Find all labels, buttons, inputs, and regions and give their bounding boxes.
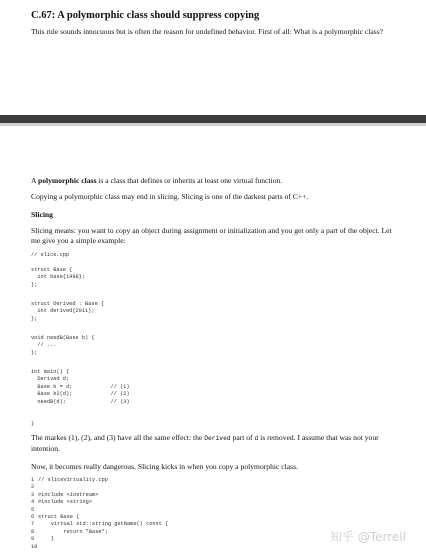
inline-code: d	[254, 435, 259, 442]
code-line	[31, 529, 168, 536]
dangerous-paragraph: Now, it becomes really dangerous. Slicing kicks in when you copy a polymorphic class.	[31, 462, 298, 471]
code-line: Base b2(d); // (2)	[31, 391, 130, 398]
code-line: struct Derived : Base {	[31, 301, 105, 307]
markers-text: part of	[230, 433, 255, 442]
line-number: 10	[31, 543, 38, 550]
line-number: 5	[31, 506, 35, 513]
copying-paragraph: Copying a polymorphic class may end in slicing. Slicing is one of the darkest parts of C++.	[31, 192, 309, 201]
line-number: 8	[31, 528, 35, 535]
slicing-paragraph: Slicing means: you want to copy an object during assignment or initialization and you get only a part of the object. Let me give you a simple example:	[31, 226, 392, 245]
code-line: needB(d); // (3)	[31, 398, 130, 405]
line-number: 6	[31, 513, 35, 520]
code-line	[31, 492, 168, 499]
code-line: };	[31, 281, 38, 288]
code-line	[31, 514, 168, 521]
code-line	[31, 521, 168, 528]
code-line: Base b = d; // (1)	[31, 383, 130, 390]
code-line	[31, 544, 168, 551]
code-line	[31, 477, 168, 484]
code-line: // ...	[31, 342, 57, 349]
definition-rest: is a class that defines or inherits at least one virtual function.	[96, 176, 283, 185]
inline-code: Derived	[204, 435, 231, 442]
code-line: struct Base {	[31, 267, 73, 273]
page-separator	[0, 115, 426, 123]
line-text: }	[38, 536, 54, 543]
line-number: 7	[31, 521, 35, 528]
code-block-close	[31, 421, 34, 428]
code-line: // slice.cpp	[31, 252, 70, 258]
section-title: C.67: A polymorphic class should suppress copying	[31, 10, 260, 21]
line-text: #include <string>	[38, 499, 93, 506]
code-line: int base{1998};	[31, 274, 86, 281]
line-number: 3	[31, 491, 35, 498]
definition-term: polymorphic class	[37, 176, 97, 185]
code-block-slice	[31, 252, 69, 259]
code-block-virtuality	[31, 477, 168, 551]
code-line: int main() {	[31, 369, 70, 375]
line-text: struct Base {	[38, 513, 80, 520]
code-line	[31, 507, 168, 514]
code-line	[31, 536, 168, 543]
line-text: #include <iostream>	[38, 491, 99, 498]
code-line: }	[31, 421, 35, 427]
slicing-heading: Slicing	[31, 210, 53, 219]
code-line: Derived d;	[31, 376, 70, 383]
markers-text: The markes (1), (2), and (3) have all the same effect: the	[31, 433, 205, 442]
code-block-base	[31, 267, 85, 289]
line-number: 2	[31, 484, 35, 491]
markers-text: is removed. I assume that was not your intention.	[31, 433, 379, 453]
line-number: 4	[31, 499, 35, 506]
code-block-main	[31, 369, 130, 406]
page-top	[0, 0, 426, 115]
code-line: void needB(Base b) {	[31, 335, 95, 341]
watermark: 知乎 @Terrell	[330, 530, 406, 544]
definition-prefix: A	[31, 176, 38, 185]
line-text: return "Base";	[38, 528, 108, 535]
code-line	[31, 484, 168, 491]
code-block-needb	[31, 335, 95, 357]
code-line: };	[31, 349, 38, 356]
line-number: 9	[31, 536, 35, 543]
definition-paragraph	[31, 176, 393, 186]
markers-paragraph	[31, 433, 393, 454]
intro-paragraph: This rule sounds innocuous but is often the reason for undefined behavior. First of all: What is a polymorphic class?	[31, 27, 384, 36]
code-line	[31, 499, 168, 506]
line-number: 1	[31, 477, 35, 483]
code-block-derived	[31, 301, 104, 323]
line-text: // sliceVirtuality.cpp	[38, 477, 108, 483]
code-line: int derived{2011};	[31, 308, 95, 315]
line-text: virtual std::string getName() const {	[38, 521, 169, 528]
code-line: };	[31, 315, 38, 322]
